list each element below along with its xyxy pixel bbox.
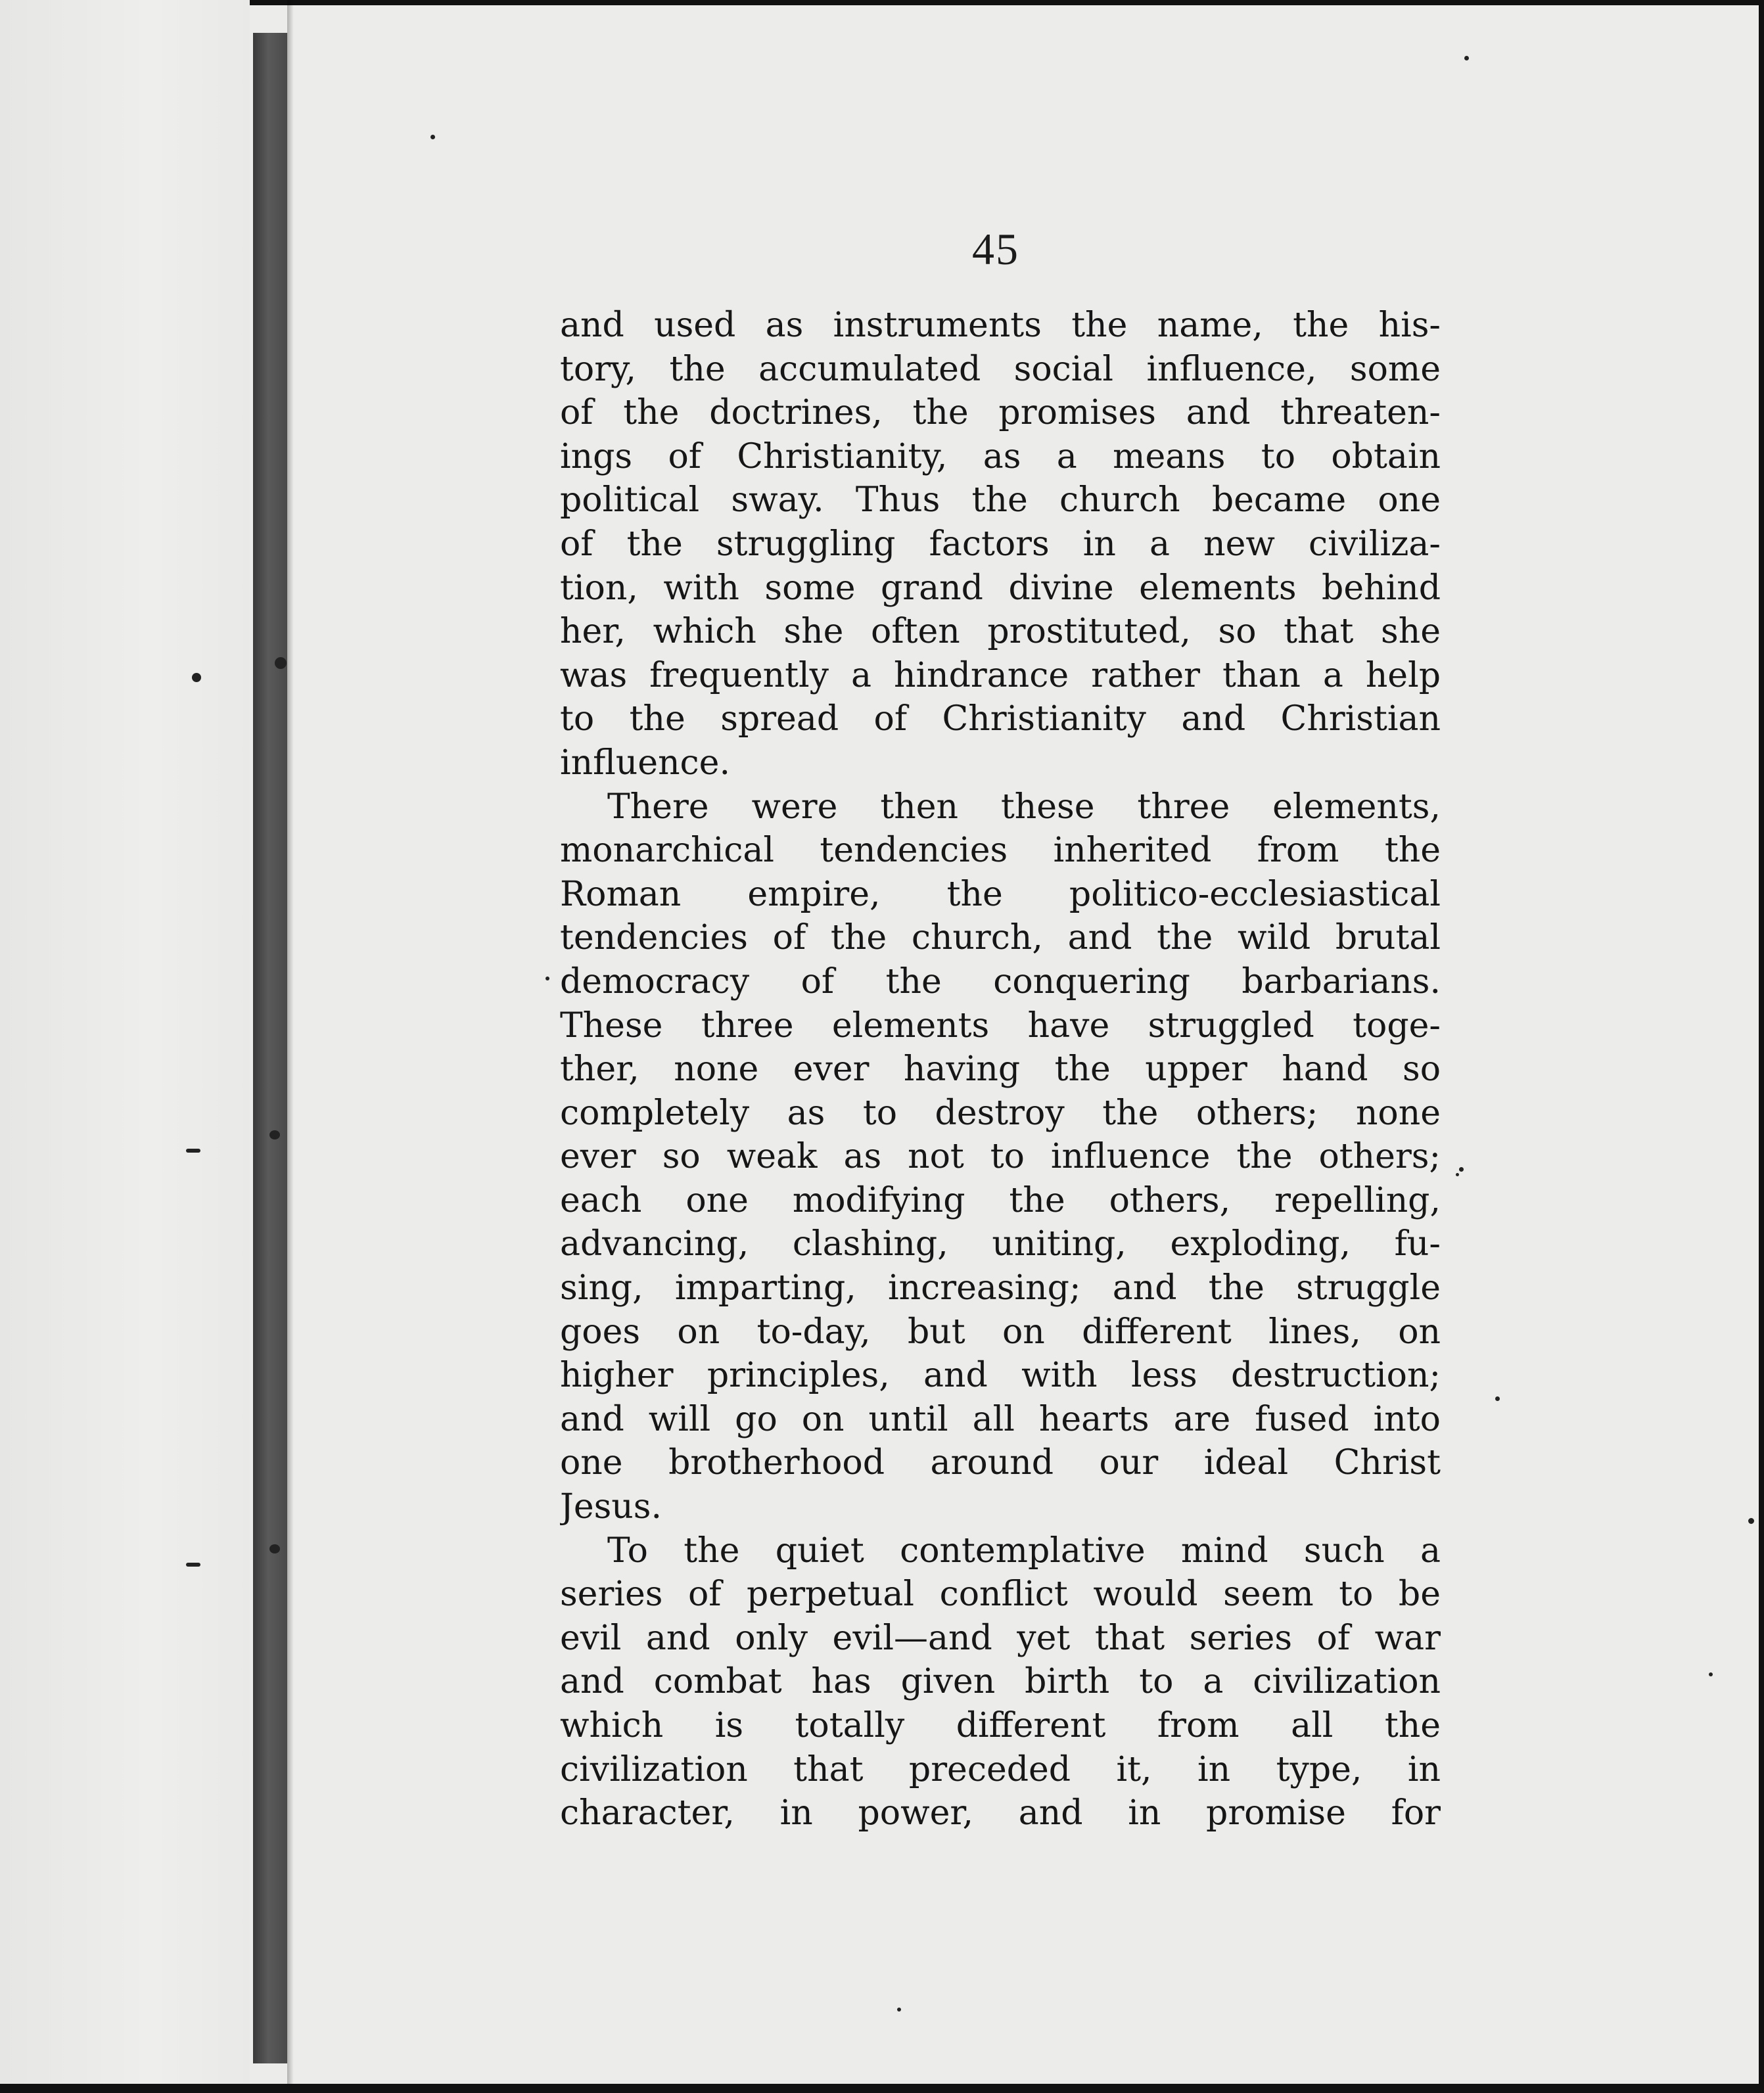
text-line: tendencies of the church, and the wild brutal: [560, 918, 1441, 958]
text-line: which is totally different from all the: [560, 1706, 1441, 1745]
text-line: There were then these three elements,: [607, 787, 1441, 827]
text-line: each one modifying the others, repelling,: [560, 1180, 1441, 1220]
scan-speck: [430, 135, 435, 139]
scan-bottom-edge: [0, 2084, 1764, 2093]
scan-speck: [1709, 1672, 1713, 1676]
text-line: influence.: [560, 743, 730, 783]
text-line: These three elements have struggled toge-: [560, 1005, 1441, 1046]
text-line: advancing, clashing, uniting, exploding, fu-: [560, 1224, 1441, 1264]
page-number: 45: [972, 224, 1019, 274]
text-line: evil and only evil—and yet that series of war: [560, 1618, 1441, 1658]
text-line: her, which she often prostituted, so that she: [560, 612, 1441, 652]
text-line: was frequently a hindrance rather than a help: [560, 655, 1441, 695]
body-text: [560, 304, 1441, 1835]
text-line: of the struggling factors in a new civiliza-: [560, 524, 1441, 564]
scan-speck: [897, 2008, 901, 2012]
scan-speck: [1495, 1396, 1500, 1401]
scan-mark: [186, 1149, 200, 1153]
text-line: Jesus.: [560, 1487, 662, 1527]
text-line: monarchical tendencies inherited from the: [560, 831, 1441, 871]
text-line: political sway. Thus the church became one: [560, 480, 1441, 520]
scan-speck: [1748, 1518, 1754, 1524]
binding-shadow: [287, 0, 294, 2093]
text-line: To the quiet contemplative mind such a: [607, 1530, 1441, 1571]
scan-speck: [1456, 1173, 1459, 1176]
text-line: ings of Christianity, as a means to obtain: [560, 436, 1441, 476]
text-line: ther, none ever having the upper hand so: [560, 1049, 1441, 1090]
scan-mark: [186, 1563, 200, 1567]
scan-speck: [192, 673, 201, 682]
scan-speck: [275, 657, 287, 669]
text-line: tion, with some grand divine elements behind: [560, 568, 1441, 608]
text-line: and used as instruments the name, the his-: [560, 306, 1441, 345]
text-line: goes on to-day, but on different lines, on: [560, 1312, 1441, 1352]
scan-speck: [1459, 1167, 1464, 1172]
text-line: series of perpetual conflict would seem to be: [560, 1575, 1441, 1615]
text-line: higher principles, and with less destruction;: [560, 1356, 1441, 1396]
text-line: completely as to destroy the others; none: [560, 1093, 1441, 1133]
blank-left-leaf: [0, 0, 250, 2093]
text-line: one brotherhood around our ideal Christ: [560, 1443, 1441, 1483]
text-line: civilization that preceded it, in type, in: [560, 1749, 1441, 1789]
scan-top-edge: [0, 0, 1764, 5]
text-line: to the spread of Christianity and Christian: [560, 699, 1441, 739]
scan-speck: [269, 1130, 280, 1139]
book-binding-strip: [253, 33, 287, 2063]
scan-right-edge: [1759, 0, 1764, 2093]
scan-speck: [269, 1544, 280, 1553]
text-line: of the doctrines, the promises and threaten-: [560, 393, 1441, 433]
text-line: sing, imparting, increasing; and the struggle: [560, 1268, 1441, 1308]
text-line: democracy of the conquering barbarians.: [560, 961, 1441, 1001]
text-line: and will go on until all hearts are fused into: [560, 1399, 1441, 1439]
text-line: Roman empire, the politico-ecclesiastical: [560, 874, 1441, 914]
text-line: and combat has given birth to a civilization: [560, 1662, 1441, 1702]
scan-speck: [1464, 56, 1469, 60]
text-line: tory, the accumulated social influence, some: [560, 349, 1441, 389]
scan-speck: [545, 977, 549, 980]
text-line: ever so weak as not to influence the others;: [560, 1137, 1441, 1177]
text-line: character, in power, and in promise for: [560, 1793, 1441, 1833]
